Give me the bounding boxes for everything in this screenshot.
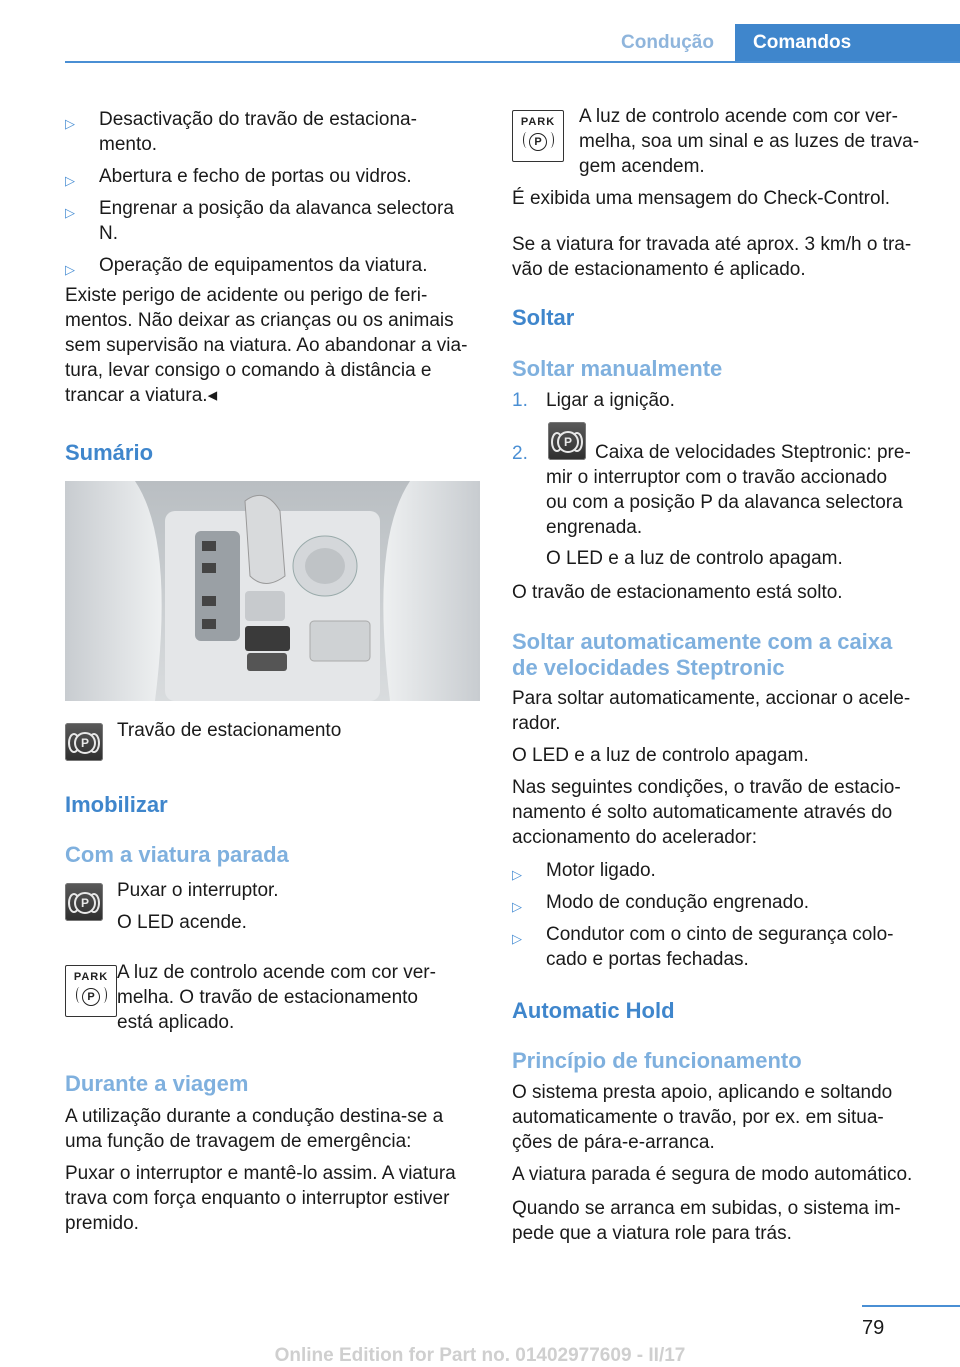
paragraph [512, 775, 901, 850]
text-line: Puxar o interruptor. [117, 880, 279, 901]
heading-sumario: Sumário [65, 440, 154, 465]
heading-principio: Princípio de funcionamento [512, 1048, 802, 1073]
bullet-line: Condutor com o cinto de segurança colo- [546, 924, 894, 945]
footer-divider [862, 1305, 960, 1307]
bullet-line: Abertura e fecho de portas ou vidros. [99, 166, 412, 187]
text-line: O sistema presta apoio, aplicando e soltando [512, 1082, 893, 1103]
parking-brake-button-icon: P [65, 883, 103, 921]
heading-automatic-hold: Automatic Hold [512, 998, 675, 1023]
triangle-right-icon: ▷ [65, 205, 75, 220]
step-note: O LED e a luz de controlo apagam. [546, 548, 843, 569]
console-photo [65, 481, 480, 701]
bullet-line: cado e portas fechadas. [546, 949, 749, 970]
bullet-line: Motor ligado. [546, 860, 656, 881]
step-text [546, 465, 903, 540]
park-lamp-text [117, 960, 436, 1035]
heading-durante-viagem: Durante a viagem [65, 1071, 249, 1096]
park-warning-lamp-icon: PARK P [512, 110, 564, 162]
heading-line: de velocidades Steptronic [512, 655, 785, 680]
heading-soltar-automaticamente [512, 629, 892, 681]
paragraph: O travão de estacionamento está solto. [512, 582, 843, 603]
bullet-line: Engrenar a posição da alavanca selectora [99, 198, 454, 219]
heading-imobilizar: Imobilizar [65, 792, 168, 817]
triangle-right-icon: ▷ [65, 116, 75, 131]
step-text: Caixa de velocidades Steptronic: pre- [595, 442, 911, 463]
triangle-right-icon: ▷ [512, 899, 522, 914]
header-divider [65, 61, 960, 63]
text-line: sem supervisão na viatura. Ao abandonar a via- [65, 335, 468, 356]
park-lamp-text [579, 104, 919, 179]
text-line: premido. [65, 1213, 139, 1234]
tab-conducao[interactable]: Condução [621, 31, 714, 53]
text-line: pede que a viatura role para trás. [512, 1223, 792, 1244]
heading-soltar: Soltar [512, 305, 575, 330]
paragraph: É exibida uma mensagem do Check-Control. [512, 188, 891, 209]
parking-brake-button-icon: P [65, 723, 103, 761]
step-number: 1. [512, 390, 528, 411]
bullet-line: Modo de condução engrenado. [546, 892, 810, 913]
photo-caption: Travão de estacionamento [117, 720, 342, 741]
text-line: namento é solto automaticamente através do [512, 802, 893, 823]
text-line: O LED acende. [117, 912, 247, 933]
parking-brake-button-icon: P [548, 422, 586, 460]
text-line: A utilização durante a condução destina-se a [65, 1106, 444, 1127]
paragraph: A viatura parada é segura de modo automático. [512, 1164, 913, 1185]
text-line: melha. O travão de estacionamento [117, 987, 419, 1008]
heading-line: Soltar automaticamente com a caixa [512, 629, 893, 654]
text-line: uma função de travagem de emergência: [65, 1131, 412, 1152]
text-line: Para soltar automaticamente, accionar o acele- [512, 688, 911, 709]
text-line: engrenada. [546, 517, 643, 538]
text-line: está aplicado. [117, 1012, 235, 1033]
paragraph [512, 1080, 892, 1155]
triangle-right-icon: ▷ [512, 867, 522, 882]
paragraph [65, 1104, 485, 1154]
bullet-line: N. [99, 223, 118, 244]
text-line: Se a viatura for travada até aprox. 3 km/h o tra- [512, 234, 912, 255]
paragraph: O LED e a luz de controlo apagam. [512, 745, 809, 766]
text-line: trava com força enquanto o interruptor estiver [65, 1188, 450, 1209]
paragraph [65, 1161, 485, 1236]
text-line: Nas seguintes condições, o travão de estacio- [512, 777, 901, 798]
heading-soltar-manualmente: Soltar manualmente [512, 356, 723, 381]
text-line: melha, soa um sinal e as luzes de trava- [579, 131, 920, 152]
text-line: rador. [512, 713, 561, 734]
text-line: vão de estacionamento é aplicado. [512, 259, 806, 280]
text-line: Quando se arranca em subidas, o sistema im- [512, 1198, 901, 1219]
step-text: Ligar a ignição. [546, 390, 675, 411]
text-line: tura, levar consigo o comando à distância e [65, 360, 432, 381]
text-line: Puxar o interruptor e mantê-lo assim. A viatura [65, 1163, 456, 1184]
text-line: gem acendem. [579, 156, 705, 177]
paragraph [512, 1196, 901, 1246]
page-number: 79 [862, 1317, 885, 1339]
console-illustration [65, 481, 480, 701]
bullet-line: mento. [99, 134, 158, 155]
triangle-right-icon: ▷ [65, 173, 75, 188]
text-line: accionamento do acelerador: [512, 827, 758, 848]
warning-text [65, 283, 485, 408]
text-line: mir o interruptor com o travão accionado [546, 467, 888, 488]
tab-comandos[interactable]: Comandos [735, 24, 960, 61]
instruction-text [117, 878, 279, 935]
text-line: ções de pára-e-arranca. [512, 1132, 715, 1153]
triangle-right-icon: ▷ [65, 262, 75, 277]
text-line: A luz de controlo acende com cor ver- [117, 962, 436, 983]
text-line: A luz de controlo acende com cor ver- [579, 106, 898, 127]
paragraph [512, 232, 911, 282]
bullet-line: Operação de equipamentos da viatura. [99, 255, 428, 276]
paragraph [512, 686, 910, 736]
triangle-right-icon: ▷ [512, 931, 522, 946]
park-warning-lamp-icon: PARK P [65, 965, 117, 1017]
text-line: automaticamente o travão, por ex. em situa- [512, 1107, 884, 1128]
text-line: ou com a posição P da alavanca selectora [546, 492, 903, 513]
footer-text: Online Edition for Part no. 01402977609 - II/17 [274, 1345, 686, 1366]
text-line: trancar a viatura.◂ [65, 385, 218, 406]
text-line: mentos. Não deixar as crianças ou os animais [65, 310, 454, 331]
heading-viatura-parada: Com a viatura parada [65, 842, 289, 867]
bullet-line: Desactivação do travão de estaciona- [99, 109, 417, 130]
text-line: Existe perigo de acidente ou perigo de feri- [65, 285, 428, 306]
step-number: 2. [512, 443, 528, 464]
